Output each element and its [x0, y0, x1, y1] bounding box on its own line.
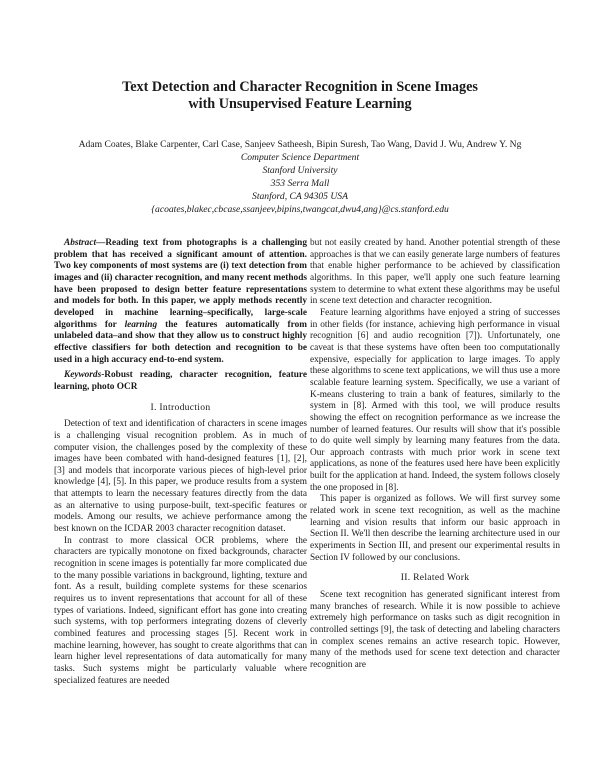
- author-emails: {acoates,blakec,cbcase,ssanjeev,bipins,twangcat,dwu4,ang}@cs.stanford.edu: [151, 204, 449, 215]
- intro-paragraph-3: but not easily created by hand. Another potential strength of these approaches is that we can easily generate large numbers of features that enable higher performance to be achieved by classification algorithms. In this paper, we'll apply one such feature learning system to determine to what extent these algorithms may be useful in scene text detection and character recognition.: [310, 238, 560, 307]
- intro-paragraph-4: Feature learning algorithms have enjoyed a string of successes in other fields (for instance, achieving high performance in visual recognition [6] and audio recognition [7]). Unfortunately, one caveat is that these systems have often been too computationally expensive, especially for application to large images. To apply these algorithms to scene text applications, we will thus use a more scalable feature learning system. Specifically, we use a variant of K-means clustering to train a bank of features, similarly to the system in [8]. Armed with this tool, we will produce results showing the effect on recognition performance as we increase the number of learned features. Our results will show that it's possible to do quite well simply by learning many features from the data. Our approach contrasts with much prior work in scene text applications, as none of the features used here have been explicitly built for the application at hand. Indeed, the system follows closely the one proposed in [8].: [310, 307, 560, 493]
- section-heading-related-work: II. Related Work: [400, 572, 470, 584]
- intro-paragraph-5: This paper is organized as follows. We will first survey some related work in scene text recognition, as well as the machine learning and vision results that inform our basic approach in Section II. We'll then describe the learning architecture used in our experiments in Section III, and present our experimental results in Section IV followed by our conclusions.: [310, 494, 560, 563]
- title-line-1: Text Detection and Character Recognition in Scene Images: [122, 79, 478, 95]
- keywords-label: Keywords: [64, 370, 102, 381]
- abstract-emphasis: learning: [124, 319, 158, 330]
- right-column: [310, 238, 560, 672]
- author-list: Adam Coates, Blake Carpenter, Carl Case, Sanjeev Satheesh, Bipin Suresh, Tao Wang, David J. Wu, Andrew Y. Ng: [78, 139, 522, 150]
- keywords: [54, 370, 307, 393]
- related-work-paragraph-1: Scene text recognition has generated significant interest from many branches of research. While it is now possible to achieve extremely high performance on tasks such as digit recognition in controlled settings [9], the task of detecting and labeling characters in complex scenes remains an active research topic. However, many of the methods used for scene text detection and character recognition are: [310, 590, 560, 670]
- abstract-label: Abstract: [64, 238, 97, 248]
- abstract: [54, 238, 307, 366]
- intro-paragraph-2: In contrast to more classical OCR problems, where the characters are typically monotone on fixed backgrounds, character recognition in scene images is potentially far more complicated due to the many possible variations in background, lighting, texture and font. As a result, building complete systems for these scenarios requires us to invent representations that account for all of these types of variations. Indeed, significant effort has gone into creating such systems, with top performers integrating dozens of cleverly combined features and processing stages [5]. Recent work in machine learning, however, has sought to create algorithms that can learn higher level representations of data automatically for many tasks. Such systems might be particularly valuable where specialized features are needed: [54, 535, 307, 686]
- intro-paragraph-1: Detection of text and identification of characters in scene images is a challenging visual recognition problem. As in much of computer vision, the challenges posed by the complexity of these images have been combated with hand-designed features [1], [2], [3] and models that incorporate various pieces of high-level prior knowledge [4], [5]. In this paper, we produce results from a system that attempts to learn the necessary features directly from the data as an alternative to using purpose-built, text-specific features or models. Among our results, we achieve performance among the best known on the ICDAR 2003 character recognition dataset.: [54, 419, 307, 535]
- left-column: [54, 238, 307, 687]
- title-line-2: with Unsupervised Feature Learning: [188, 96, 412, 112]
- affiliation-university: Stanford University: [262, 165, 338, 176]
- affiliation-street: 353 Serra Mall: [270, 178, 330, 189]
- keywords-text: -Robust reading, character recognition, feature learning, photo OCR: [54, 370, 307, 392]
- abstract-text-2: the features automatically from unlabeled data–and show that they allow us to construct highly effective classifiers for both detection and recognition to be used in a high accuracy end-to-end system.: [54, 319, 308, 365]
- section-heading-introduction: I. Introduction: [150, 401, 211, 413]
- author-block: [30, 138, 570, 216]
- affiliation-city: Stanford, CA 94305 USA: [252, 191, 348, 202]
- affiliation-department: Computer Science Department: [240, 152, 360, 163]
- paper-title: [40, 79, 560, 113]
- abstract-text-1: —Reading text from photographs is a challenging problem that has received a significant amount of attention. Two key components of most systems are (i) text detection from images and (ii) character recognition, and many recent methods have been proposed to design better feature representations and models for both. In this paper, we apply methods recently developed in machine learning–specifically, large-scale algorithms for: [54, 238, 307, 330]
